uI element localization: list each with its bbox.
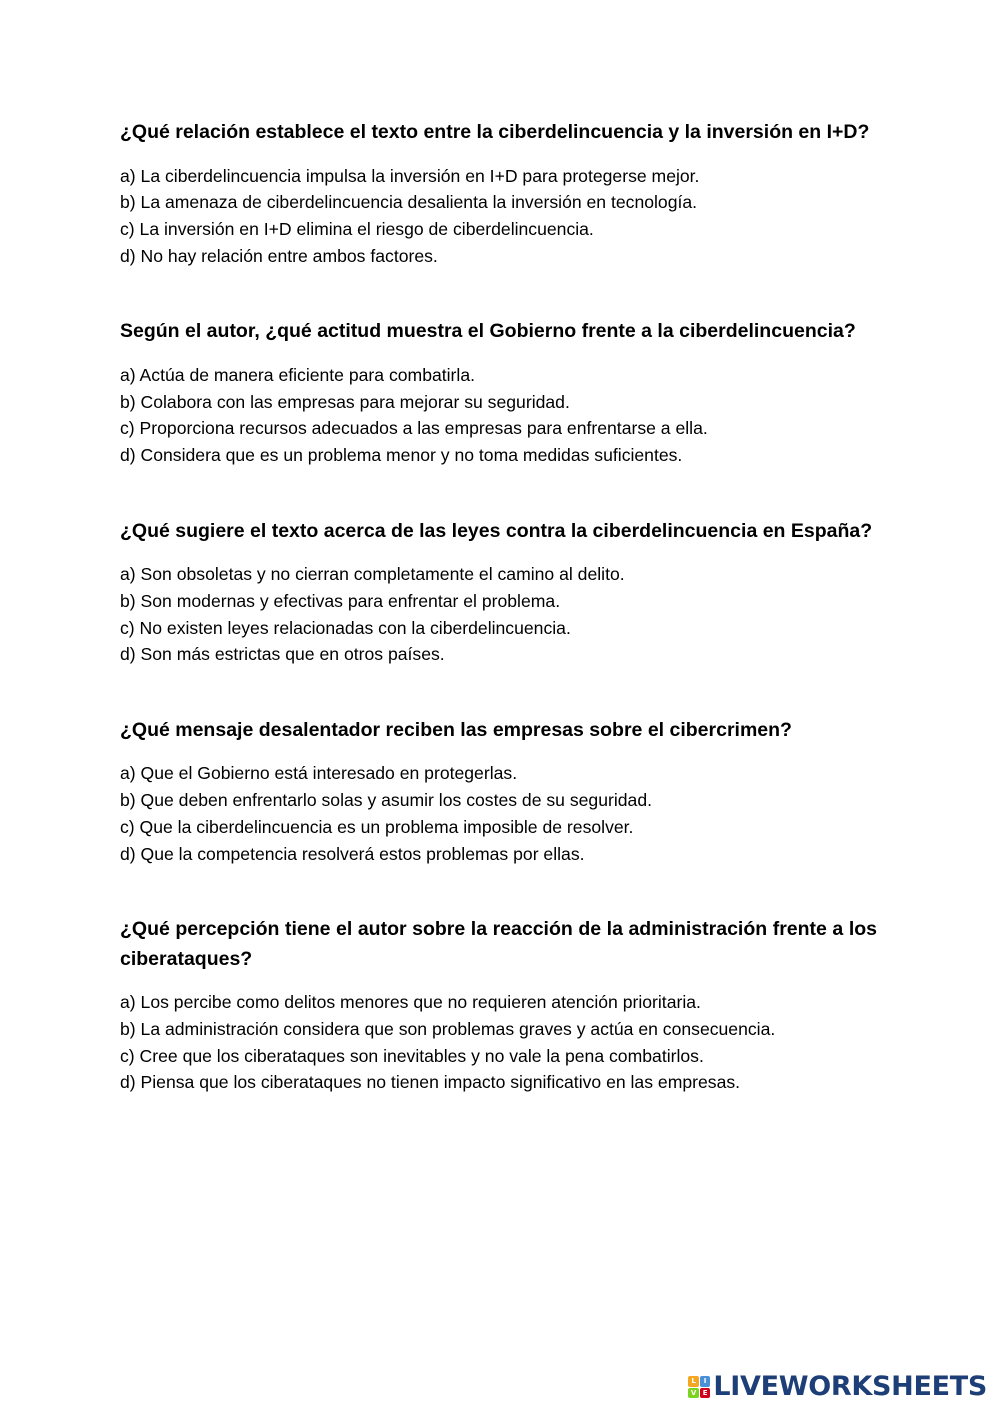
answer-option[interactable]: d) No hay relación entre ambos factores. <box>120 245 438 266</box>
question-block-1 <box>120 118 877 269</box>
answer-option[interactable]: d) Son más estrictas que en otros países. <box>120 644 445 665</box>
answer-option[interactable]: a) La ciberdelincuencia impulsa la inversión en I+D para protegerse mejor. <box>120 165 700 186</box>
logo-text: LIVEWORKSHEETS <box>713 1371 987 1402</box>
answer-option[interactable]: a) Que el Gobierno está interesado en protegerlas. <box>120 763 518 784</box>
question-block-3 <box>120 517 877 668</box>
question-block-2 <box>120 317 877 468</box>
logo-mark-letter: V <box>688 1388 699 1399</box>
answer-option[interactable]: c) No existen leyes relacionadas con la ciberdelincuencia. <box>120 617 571 638</box>
answer-option[interactable]: a) Son obsoletas y no cierran completamente el camino al delito. <box>120 564 625 585</box>
answer-option[interactable]: c) Cree que los ciberataques son inevitables y no vale la pena combatirlos. <box>120 1045 704 1066</box>
question-title: Según el autor, ¿qué actitud muestra el Gobierno frente a la ciberdelincuencia? <box>120 320 856 343</box>
answer-options <box>120 760 877 867</box>
logo-mark-letter: E <box>700 1388 711 1399</box>
spacer <box>120 867 877 915</box>
answer-option[interactable]: d) Considera que es un problema menor y no toma medidas suficientes. <box>120 444 683 465</box>
question-title: ¿Qué sugiere el texto acerca de las leyes contra la ciberdelincuencia en España? <box>120 519 873 542</box>
answer-option[interactable]: c) Que la ciberdelincuencia es un problema imposible de resolver. <box>120 816 634 837</box>
answer-option[interactable]: a) Actúa de manera eficiente para combatirla. <box>120 364 476 385</box>
answer-options <box>120 989 877 1096</box>
spacer <box>120 668 877 716</box>
answer-option[interactable]: d) Que la competencia resolverá estos problemas por ellas. <box>120 843 585 864</box>
logo-mark-letter: I <box>700 1376 711 1387</box>
answer-options <box>120 362 877 469</box>
answer-option[interactable]: b) La administración considera que son problemas graves y actúa en consecuencia. <box>120 1018 776 1039</box>
logo-mark-letter: L <box>688 1376 699 1387</box>
answer-option[interactable]: b) Son modernas y efectivas para enfrentar el problema. <box>120 590 561 611</box>
answer-option[interactable]: c) Proporciona recursos adecuados a las empresas para enfrentarse a ella. <box>120 418 708 439</box>
liveworksheets-logo-icon <box>688 1376 710 1398</box>
liveworksheets-logo[interactable] <box>688 1370 987 1404</box>
question-block-4 <box>120 716 877 867</box>
answer-option[interactable]: b) La amenaza de ciberdelincuencia desalienta la inversión en tecnología. <box>120 192 698 213</box>
answer-option[interactable]: d) Piensa que los ciberataques no tienen impacto significativo en las empresas. <box>120 1072 741 1093</box>
question-title: ¿Qué relación establece el texto entre la ciberdelincuencia y la inversión en I+D? <box>120 121 870 143</box>
question-title: ¿Qué percepción tiene el autor sobre la reacción de la administración frente a los ciberataques? <box>120 918 877 970</box>
question-title: ¿Qué mensaje desalentador reciben las empresas sobre el cibercrimen? <box>120 718 792 741</box>
answer-options <box>120 163 877 270</box>
question-block-5 <box>120 915 877 1096</box>
spacer <box>120 269 877 317</box>
answer-option[interactable]: a) Los percibe como delitos menores que no requieren atención prioritaria. <box>120 992 701 1013</box>
spacer <box>120 469 877 517</box>
answer-option[interactable]: c) La inversión en I+D elimina el riesgo de ciberdelincuencia. <box>120 218 594 239</box>
answer-option[interactable]: b) Colabora con las empresas para mejorar su seguridad. <box>120 391 570 412</box>
answer-options <box>120 561 877 668</box>
answer-option[interactable]: b) Que deben enfrentarlo solas y asumir los costes de su seguridad. <box>120 790 653 811</box>
worksheet-page <box>120 118 877 1096</box>
